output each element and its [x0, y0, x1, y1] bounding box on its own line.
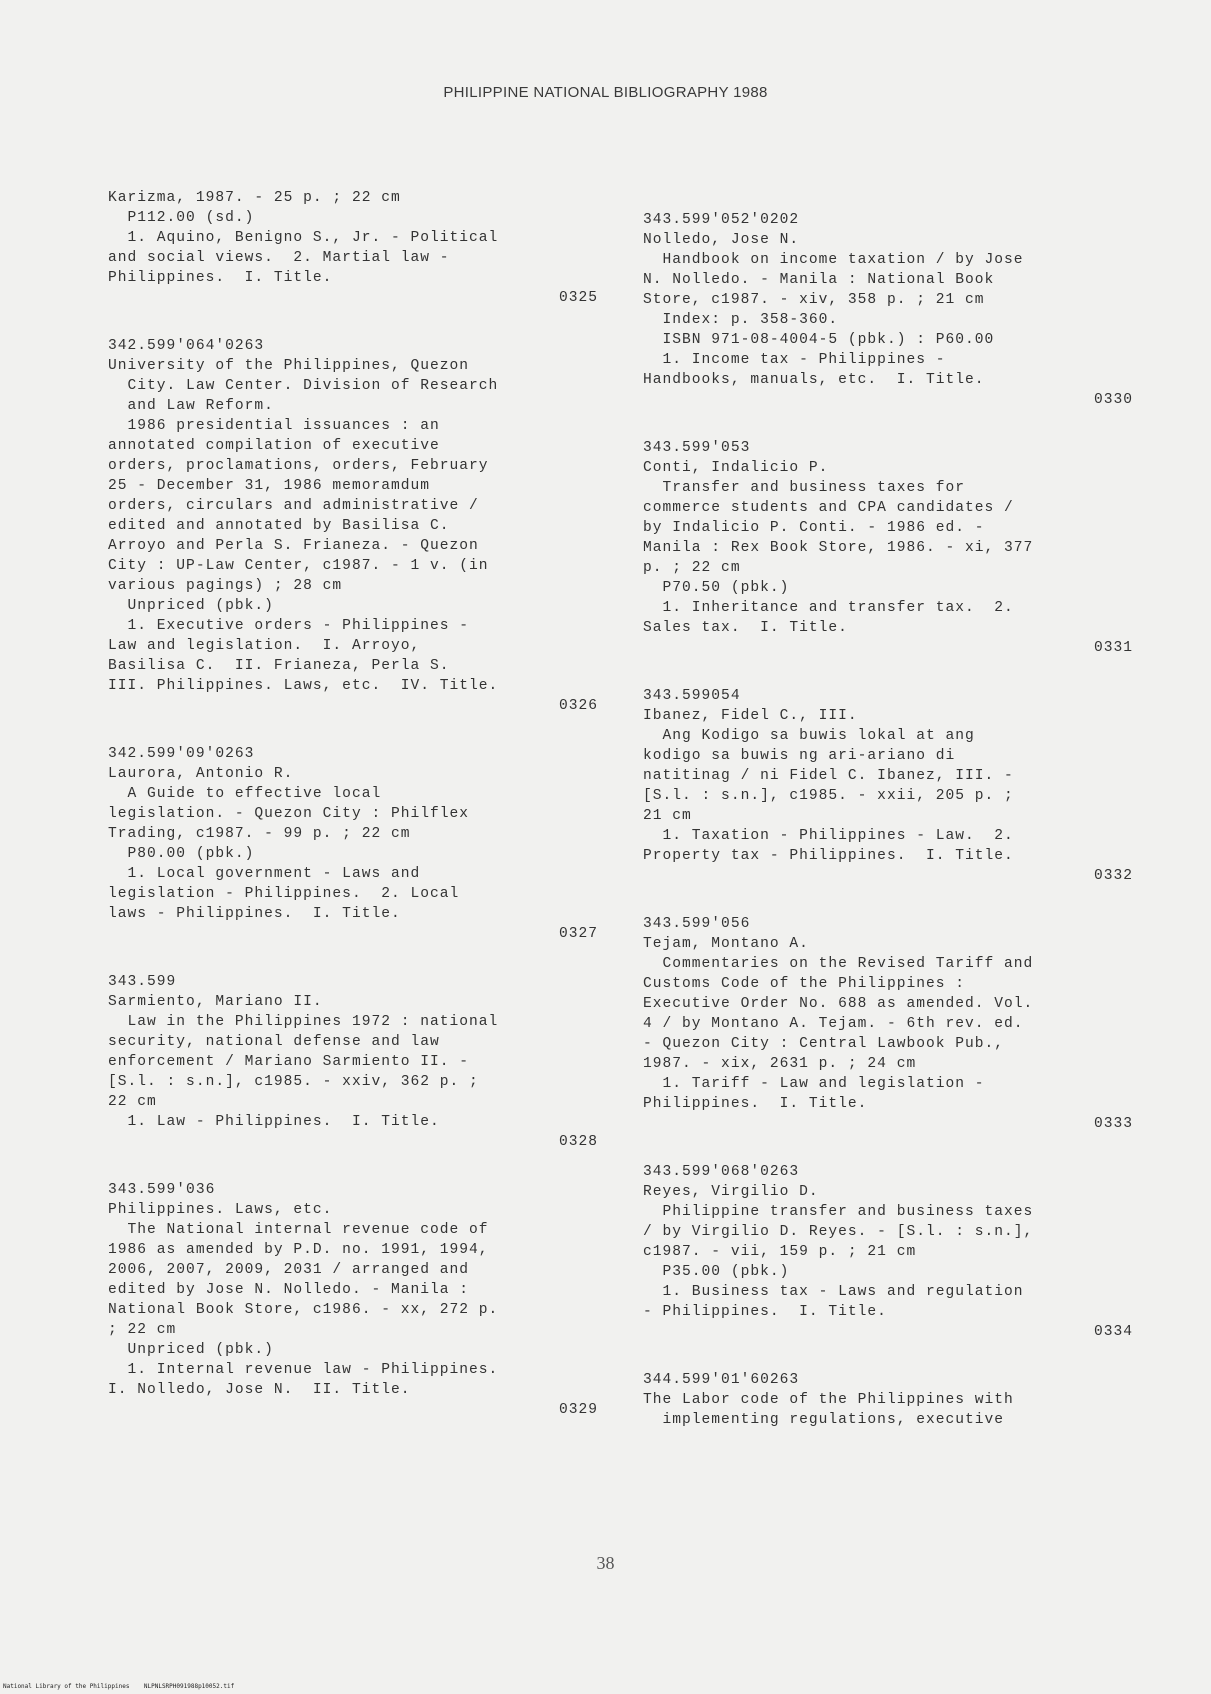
entry-line: Unpriced (pbk.): [108, 1342, 274, 1358]
entry-line: 343.599054: [643, 688, 741, 704]
entry-line: c1987. - vii, 159 p. ; 21 cm: [643, 1244, 917, 1260]
entry-line: Unpriced (pbk.): [108, 598, 274, 614]
entry-line: ISBN 971-08-4004-5 (pbk.) : P60.00: [643, 332, 995, 348]
entry-line: Sarmiento, Mariano II.: [108, 994, 323, 1010]
entry-line: 1. Internal revenue law - Philippines.: [108, 1362, 499, 1378]
entry-number: 0330: [1093, 392, 1133, 408]
bibliography-entry: [643, 210, 1133, 410]
page-header: PHILIPPINE NATIONAL BIBLIOGRAPHY 1988: [443, 84, 768, 101]
entry-line: ; 22 cm: [108, 1322, 177, 1338]
entry-line: Nolledo, Jose N.: [643, 232, 800, 248]
entry-line: natitinag / ni Fidel C. Ibanez, III. -: [643, 768, 1014, 784]
entry-line: 21 cm: [643, 808, 692, 824]
entry-line: Basilisa C. II. Frianeza, Perla S.: [108, 658, 450, 674]
entry-line: orders, proclamations, orders, February: [108, 458, 489, 474]
entry-line: 343.599'052'0202: [643, 212, 800, 228]
entry-line: University of the Philippines, Quezon: [108, 358, 470, 374]
entry-line: Philippines. I. Title.: [108, 270, 333, 286]
bibliography-entry: [643, 914, 1133, 1134]
entry-line: P70.50 (pbk.): [643, 580, 790, 596]
entry-line: P80.00 (pbk.): [108, 846, 255, 862]
entry-line: edited by Jose N. Nolledo. - Manila :: [108, 1282, 470, 1298]
entry-line: Executive Order No. 688 as amended. Vol.: [643, 996, 1034, 1012]
entry-line: Karizma, 1987. - 25 p. ; 22 cm: [108, 190, 401, 206]
entry-line: Reyes, Virgilio D.: [643, 1184, 819, 1200]
entry-line: Manila : Rex Book Store, 1986. - xi, 377: [643, 540, 1034, 556]
entry-line: 1. Inheritance and transfer tax. 2.: [643, 600, 1014, 616]
entry-line: 343.599'068'0263: [643, 1164, 800, 1180]
entry-line: orders, circulars and administrative /: [108, 498, 479, 514]
entry-line: Property tax - Philippines. I. Title.: [643, 848, 1014, 864]
entry-line: 342.599'09'0263: [108, 746, 255, 762]
entry-line: 4 / by Montano A. Tejam. - 6th rev. ed.: [643, 1016, 1024, 1032]
entry-line: The National internal revenue code of: [108, 1222, 489, 1238]
entry-line: 1. Aquino, Benigno S., Jr. - Political: [108, 230, 499, 246]
entry-line: A Guide to effective local: [108, 786, 382, 802]
entry-number: 0325: [558, 290, 598, 306]
left-column: [108, 188, 598, 1448]
entry-line: Transfer and business taxes for: [643, 480, 966, 496]
entry-line: edited and annotated by Basilisa C.: [108, 518, 450, 534]
entry-line: / by Virgilio D. Reyes. - [S.l. : s.n.],: [643, 1224, 1034, 1240]
entry-line: 1986 presidential issuances : an: [108, 418, 440, 434]
entry-number: 0326: [558, 698, 598, 714]
entry-line: Tejam, Montano A.: [643, 936, 809, 952]
entry-line: - Philippines. I. Title.: [643, 1304, 887, 1320]
entry-line: p. ; 22 cm: [643, 560, 741, 576]
entry-number: 0331: [1093, 640, 1133, 656]
entry-line: III. Philippines. Laws, etc. IV. Title.: [108, 678, 499, 694]
entry-line: Conti, Indalicio P.: [643, 460, 829, 476]
entry-line: [S.l. : s.n.], c1985. - xxii, 205 p. ;: [643, 788, 1014, 804]
entry-line: The Labor code of the Philippines with: [643, 1392, 1014, 1408]
entry-line: Handbooks, manuals, etc. I. Title.: [643, 372, 985, 388]
entry-line: Philippine transfer and business taxes: [643, 1204, 1034, 1220]
entry-line: kodigo sa buwis ng ari-ariano di: [643, 748, 956, 764]
entry-line: Laurora, Antonio R.: [108, 766, 294, 782]
bibliography-entry: [108, 336, 598, 716]
entry-line: Philippines. I. Title.: [643, 1096, 868, 1112]
entry-line: Law in the Philippines 1972 : national: [108, 1014, 499, 1030]
bibliography-entry: [108, 972, 598, 1152]
entry-line: City : UP-Law Center, c1987. - 1 v. (in: [108, 558, 489, 574]
entry-line: annotated compilation of executive: [108, 438, 440, 454]
entry-line: 1. Executive orders - Philippines -: [108, 618, 470, 634]
entry-line: Handbook on income taxation / by Jose: [643, 252, 1024, 268]
entry-line: Ibanez, Fidel C., III.: [643, 708, 858, 724]
bibliography-entry: [643, 1162, 1133, 1342]
entry-line: enforcement / Mariano Sarmiento II. -: [108, 1054, 470, 1070]
entry-line: 1. Tariff - Law and legislation -: [643, 1076, 985, 1092]
entry-line: Index: p. 358-360.: [643, 312, 839, 328]
page-number: 38: [596, 1553, 615, 1573]
entry-line: Arroyo and Perla S. Frianeza. - Quezon: [108, 538, 479, 554]
entry-line: implementing regulations, executive: [643, 1412, 1005, 1428]
entry-line: legislation. - Quezon City : Philflex: [108, 806, 470, 822]
entry-line: P35.00 (pbk.): [643, 1264, 790, 1280]
entry-line: various pagings) ; 28 cm: [108, 578, 343, 594]
entry-line: Customs Code of the Philippines :: [643, 976, 966, 992]
entry-line: Store, c1987. - xiv, 358 p. ; 21 cm: [643, 292, 985, 308]
entry-line: 25 - December 31, 1986 memoramdum: [108, 478, 431, 494]
bibliography-entry: [643, 686, 1133, 886]
entry-line: 1. Local government - Laws and: [108, 866, 421, 882]
entry-line: commerce students and CPA candidates /: [643, 500, 1014, 516]
entry-line: 1. Business tax - Laws and regulation: [643, 1284, 1024, 1300]
entry-line: [S.l. : s.n.], c1985. - xxiv, 362 p. ;: [108, 1074, 479, 1090]
entry-line: I. Nolledo, Jose N. II. Title.: [108, 1382, 411, 1398]
entry-line: by Indalicio P. Conti. - 1986 ed. -: [643, 520, 985, 536]
entry-line: Law and legislation. I. Arroyo,: [108, 638, 421, 654]
entry-line: City. Law Center. Division of Research: [108, 378, 499, 394]
entry-line: 1. Income tax - Philippines -: [643, 352, 946, 368]
entry-line: 1987. - xix, 2631 p. ; 24 cm: [643, 1056, 917, 1072]
entry-line: P112.00 (sd.): [108, 210, 255, 226]
entry-line: 343.599'036: [108, 1182, 216, 1198]
bibliography-entry: [108, 188, 598, 308]
entry-line: legislation - Philippines. 2. Local: [108, 886, 460, 902]
entry-line: 343.599'056: [643, 916, 751, 932]
entry-line: laws - Philippines. I. Title.: [108, 906, 401, 922]
entry-line: 2006, 2007, 2009, 2031 / arranged and: [108, 1262, 470, 1278]
entry-number: 0328: [558, 1134, 598, 1150]
entry-line: 342.599'064'0263: [108, 338, 265, 354]
entry-line: Ang Kodigo sa buwis lokal at ang: [643, 728, 975, 744]
entry-line: Trading, c1987. - 99 p. ; 22 cm: [108, 826, 411, 842]
entry-line: - Quezon City : Central Lawbook Pub.,: [643, 1036, 1005, 1052]
entry-line: Philippines. Laws, etc.: [108, 1202, 333, 1218]
entry-line: 344.599'01'60263: [643, 1372, 800, 1388]
entry-number: 0327: [558, 926, 598, 942]
entry-line: and Law Reform.: [108, 398, 274, 414]
entry-line: 343.599: [108, 974, 177, 990]
entry-line: 1. Law - Philippines. I. Title.: [108, 1114, 440, 1130]
entry-number: 0334: [1093, 1324, 1133, 1340]
entry-number: 0332: [1093, 868, 1133, 884]
entry-line: 1986 as amended by P.D. no. 1991, 1994,: [108, 1242, 489, 1258]
scan-footer: National Library of the Philippines NLPNLSRPH091988p10052.tif: [3, 1683, 235, 1690]
entry-line: Commentaries on the Revised Tariff and: [643, 956, 1034, 972]
entry-line: N. Nolledo. - Manila : National Book: [643, 272, 995, 288]
entry-line: National Book Store, c1986. - xx, 272 p.: [108, 1302, 499, 1318]
bibliography-entry: [643, 438, 1133, 658]
entry-line: 22 cm: [108, 1094, 157, 1110]
entry-number: 0329: [558, 1402, 598, 1418]
bibliography-entry: [643, 1370, 1133, 1430]
right-column: [643, 210, 1133, 1458]
bibliography-entry: [108, 744, 598, 944]
entry-line: 1. Taxation - Philippines - Law. 2.: [643, 828, 1014, 844]
entry-line: Sales tax. I. Title.: [643, 620, 848, 636]
entry-line: security, national defense and law: [108, 1034, 440, 1050]
entry-line: 343.599'053: [643, 440, 751, 456]
bibliography-entry: [108, 1180, 598, 1420]
entry-number: 0333: [1093, 1116, 1133, 1132]
entry-line: and social views. 2. Martial law -: [108, 250, 450, 266]
